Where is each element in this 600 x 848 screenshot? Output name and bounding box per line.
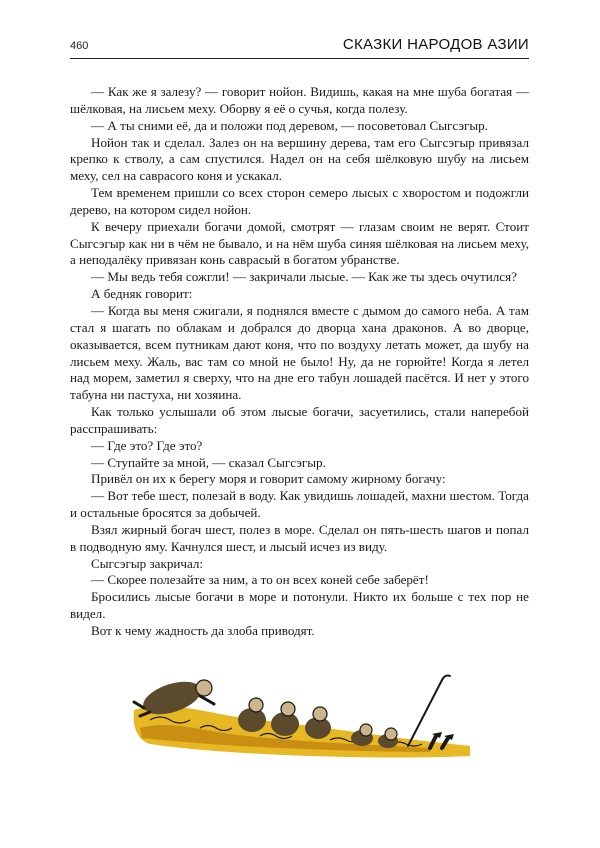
page-header xyxy=(70,36,529,59)
paragraph: Взял жирный богач шест, полез в море. Сделал он пять-шесть шагов и попал в подводную яму. Качнулся шест, и лысый исчез из виду. xyxy=(70,521,529,554)
figure-sinking-1 xyxy=(351,724,373,746)
paragraph: Бросились лысые богачи в море и потонули. Никто их больше с тех пор не видел. xyxy=(70,589,529,622)
paragraph: А бедняк говорит: xyxy=(91,286,193,302)
paragraph: Вот к чему жадность да злоба приводят. xyxy=(91,623,315,638)
figure-wading-1 xyxy=(238,698,266,732)
paragraph: Тем временем пришли со всех сторон семеро лысых с хворостом и подожгли дерево, на котором сидел нойон. xyxy=(70,185,529,217)
paragraph: К вечеру приехали богачи домой, смотрят — глазам своим не верят. Стоит Сыгсэгыр как ни в чём не бывало, и на нём шуба синяя шёлковая на лисьем меху, а неподалёку привязан конь саврасый в богатом убранстве. xyxy=(70,218,529,268)
paragraph: — Мы ведь тебя сожгли! — закричали лысые. — Как же ты здесь очутился? xyxy=(91,269,517,285)
page-number: 460 xyxy=(70,40,89,52)
figure-wading-3 xyxy=(305,707,331,739)
running-title: СКАЗКИ НАРОДОВ АЗИИ xyxy=(342,36,529,53)
paragraph: Сыгсэгыр закричал: xyxy=(91,555,204,571)
story-text xyxy=(70,84,529,640)
paragraph: — Когда вы меня сжигали, я поднялся вместе с дымом до самого неба. А там стал я шагать по облакам и добрался до дворца хана драконов. А во дворце, оказывается, всем путникам дают коня, что по воздуху летать может, да шубу на лисьем меху. Жаль, вас там со мной не было! Ну, да не горюйте! Когда я летел над морем, заметил я сверху, что на дне его табун лошадей пасётся. И нет у этого табуна ни пастуха, ни хозяина. xyxy=(70,302,529,403)
figure-sinking-2 xyxy=(378,728,398,748)
paragraph: — Где это? Где это? xyxy=(91,437,203,453)
paragraph: Нойон так и сделал. Залез он на вершину дерева, там его Сыгсэгыр привязал крепко к стволу, а сам спустился. Надел он на себя шёлковую шубу на лисьем меху, сел на саврасого коня и ускакал. xyxy=(70,134,529,184)
illustration-bald-men-in-sea xyxy=(130,650,474,760)
paragraph: — Скорее полезайте за ним, а то он всех коней себе заберёт! xyxy=(91,572,429,588)
paragraph: — Как же я залезу? — говорит нойон. Видишь, какая на мне шуба богатая — шёлковая, на лисьем меху. Оборву я её о сучья, когда полезу. xyxy=(70,84,529,116)
figure-wading-2 xyxy=(271,702,299,736)
paragraph: Привёл он их к берегу моря и говорит самому жирному богачу: xyxy=(91,471,446,487)
paragraph: — Вот тебе шест, полезай в воду. Как увидишь лошадей, махни шестом. Тогда и остальные бросятся за добычей. xyxy=(70,488,529,521)
paragraph: — Ступайте за мной, — сказал Сыгсэгыр. xyxy=(91,454,326,470)
paragraph: Как только услышали об этом лысые богачи, засуетились, стали наперебой расспрашивать: xyxy=(70,404,529,436)
pole xyxy=(408,676,450,747)
paragraph: — А ты сними её, да и положи под деревом, — посоветовал Сыгсэгыр. xyxy=(91,117,488,133)
